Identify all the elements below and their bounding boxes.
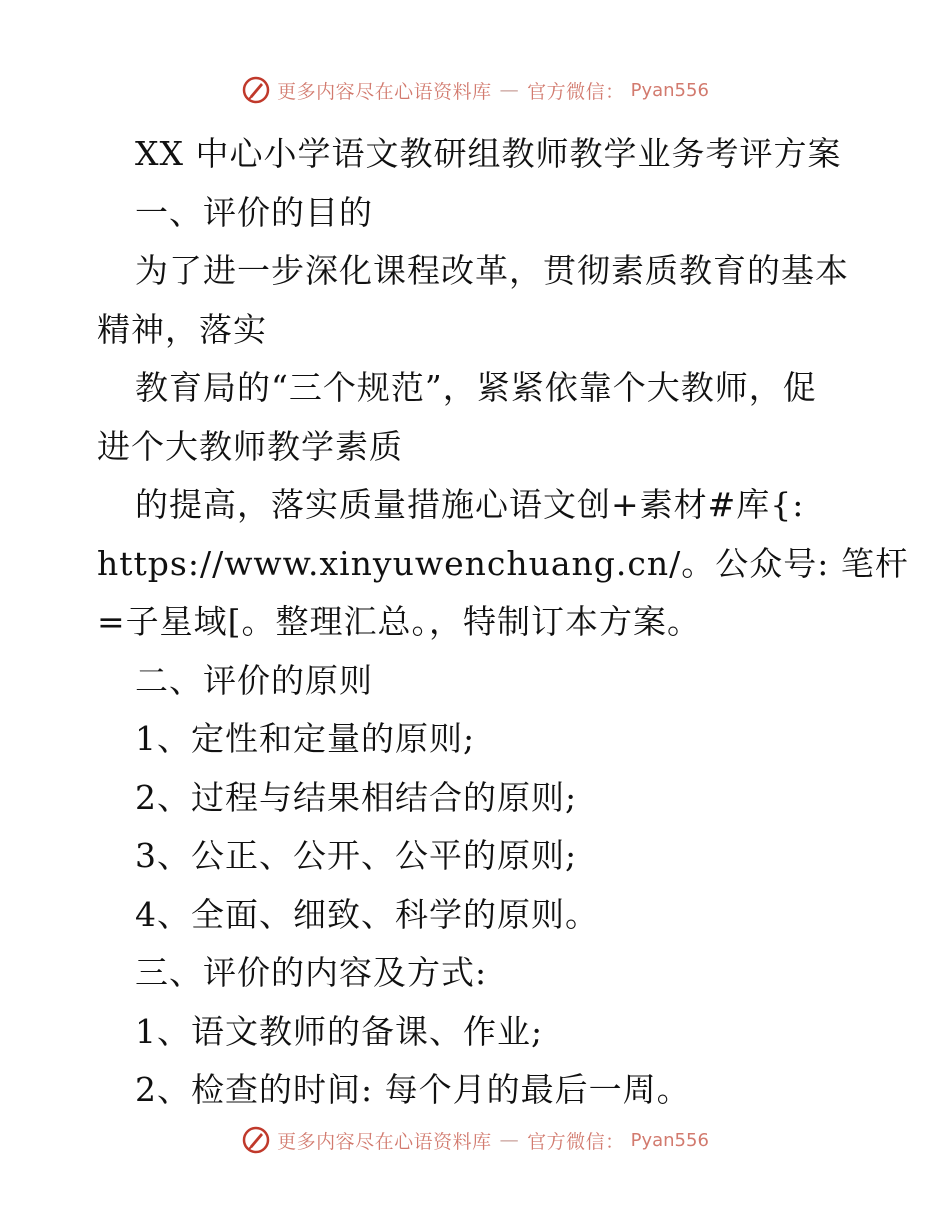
paragraph-line-url: https://www.xinyuwenchuang.cn/。公众号: 笔杆	[97, 543, 909, 583]
watermark-text: 更多内容尽在心语资料库	[277, 1130, 492, 1153]
paragraph-line: 进个大教师教学素质	[97, 426, 403, 466]
watermark-wechat-id: Pyan556	[630, 1129, 709, 1151]
paragraph-line: 为了进一步深化课程改革，贯彻素质教育的基本	[135, 251, 849, 290]
quill-logo-icon	[241, 1125, 271, 1155]
watermark-wechat-id: Pyan556	[630, 79, 709, 101]
paragraph-line: 教育局的“三个规范”，紧紧依靠个大教师，促	[135, 368, 817, 407]
list-item: 3、公正、公开、公平的原则;	[135, 836, 578, 875]
list-item: 2、检查的时间: 每个月的最后一周。	[135, 1070, 691, 1109]
list-item: 2、过程与结果相结合的原则;	[135, 777, 578, 817]
section-heading-purpose: 一、评价的目的	[135, 192, 373, 232]
section-heading-principles: 二、评价的原则	[135, 660, 373, 700]
watermark-wechat-prefix: 官方微信：	[527, 80, 625, 103]
footer-watermark	[0, 1123, 950, 1157]
section-heading-content: 三、评价的内容及方式:	[135, 953, 488, 992]
paragraph-line: 精神，落实	[97, 309, 267, 349]
paragraph-line: =子星域[。整理汇总。，特制订本方案。	[97, 602, 702, 641]
watermark-separator: —	[499, 79, 520, 101]
list-item: 1、定性和定量的原则;	[135, 719, 476, 758]
watermark-wechat-prefix: 官方微信：	[527, 1130, 625, 1153]
document-body	[97, 125, 909, 1120]
list-item: 4、全面、细致、科学的原则。	[135, 894, 599, 934]
header-watermark	[0, 73, 950, 107]
paragraph-line: 的提高，落实质量措施心语文创+素材#库{:	[135, 485, 805, 524]
document-title: XX 中心小学语文教研组教师教学业务考评方案	[135, 134, 842, 173]
quill-logo-icon	[241, 75, 271, 105]
watermark-text: 更多内容尽在心语资料库	[277, 80, 492, 103]
watermark-separator: —	[499, 1129, 520, 1151]
list-item: 1、语文教师的备课、作业;	[135, 1011, 544, 1051]
